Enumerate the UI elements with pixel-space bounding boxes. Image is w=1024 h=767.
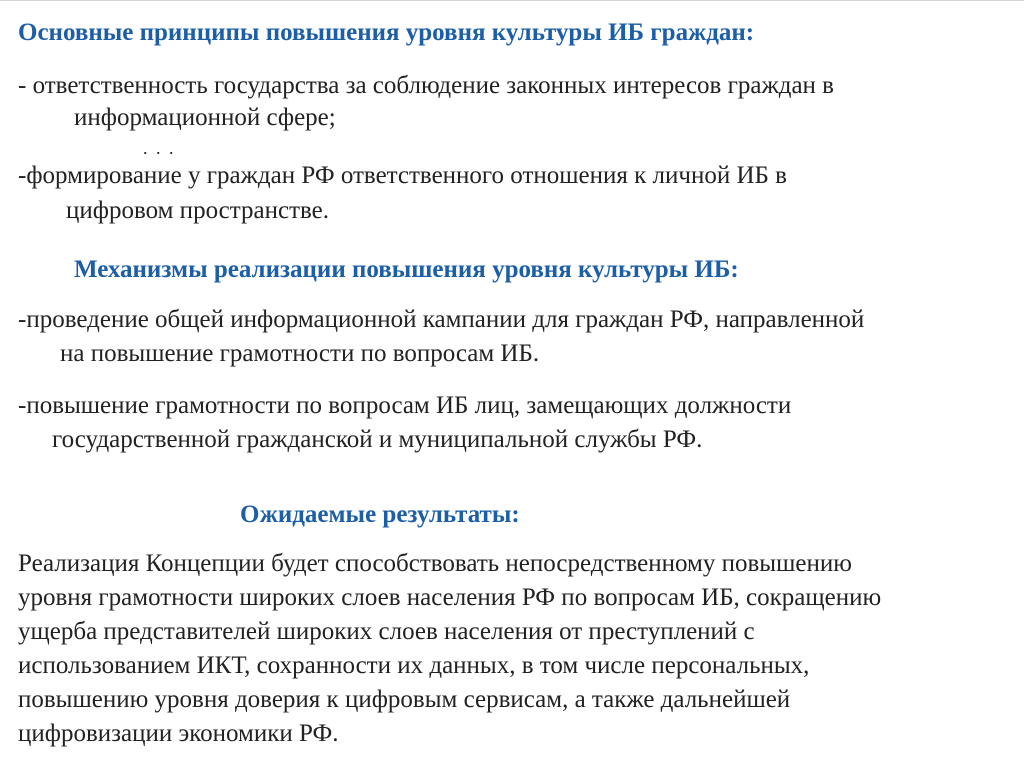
results-paragraph-line: Реализация Концепции будет способствовать непосредственному повышению <box>18 550 852 577</box>
results-paragraph-line: повышению уровня доверия к цифровым сервисам, а также дальнейшей <box>18 686 791 713</box>
results-paragraph-line: уровня грамотности широких слоев населения РФ по вопросам ИБ, сокращению <box>18 584 882 611</box>
mechanisms-heading: Механизмы реализации повышения уровня культуры ИБ: <box>74 256 739 283</box>
principle-2-line-1: -формирование у граждан РФ ответственного отношения к личной ИБ в <box>18 162 787 189</box>
principle-1-line-2: информационной сфере; <box>74 104 336 131</box>
top-divider <box>0 0 1024 1</box>
mechanism-1-line-2: на повышение грамотности по вопросам ИБ. <box>60 340 540 367</box>
mechanism-2-line-2: государственной гражданской и муниципальной службы РФ. <box>52 426 703 453</box>
results-paragraph-line: цифровизации экономики РФ. <box>18 720 339 747</box>
results-paragraph-line: использованием ИКТ, сохранности их данных, в том числе персональных, <box>18 652 810 679</box>
results-paragraph-line: ущерба представителей широких слоев населения от преступлений с <box>18 618 755 645</box>
ellipsis: . . . <box>143 138 176 158</box>
principle-2-line-2: цифровом пространстве. <box>66 197 330 224</box>
results-heading: Ожидаемые результаты: <box>240 501 520 528</box>
principle-1-line-1: - ответственность государства за соблюдение законных интересов граждан в <box>18 72 834 99</box>
mechanism-2-line-1: -повышение грамотности по вопросам ИБ лиц, замещающих должности <box>18 392 792 419</box>
mechanism-1-line-1: -проведение общей информационной кампании для граждан РФ, направленной <box>18 306 865 333</box>
principles-heading: Основные принципы повышения уровня культуры ИБ граждан: <box>18 19 755 46</box>
